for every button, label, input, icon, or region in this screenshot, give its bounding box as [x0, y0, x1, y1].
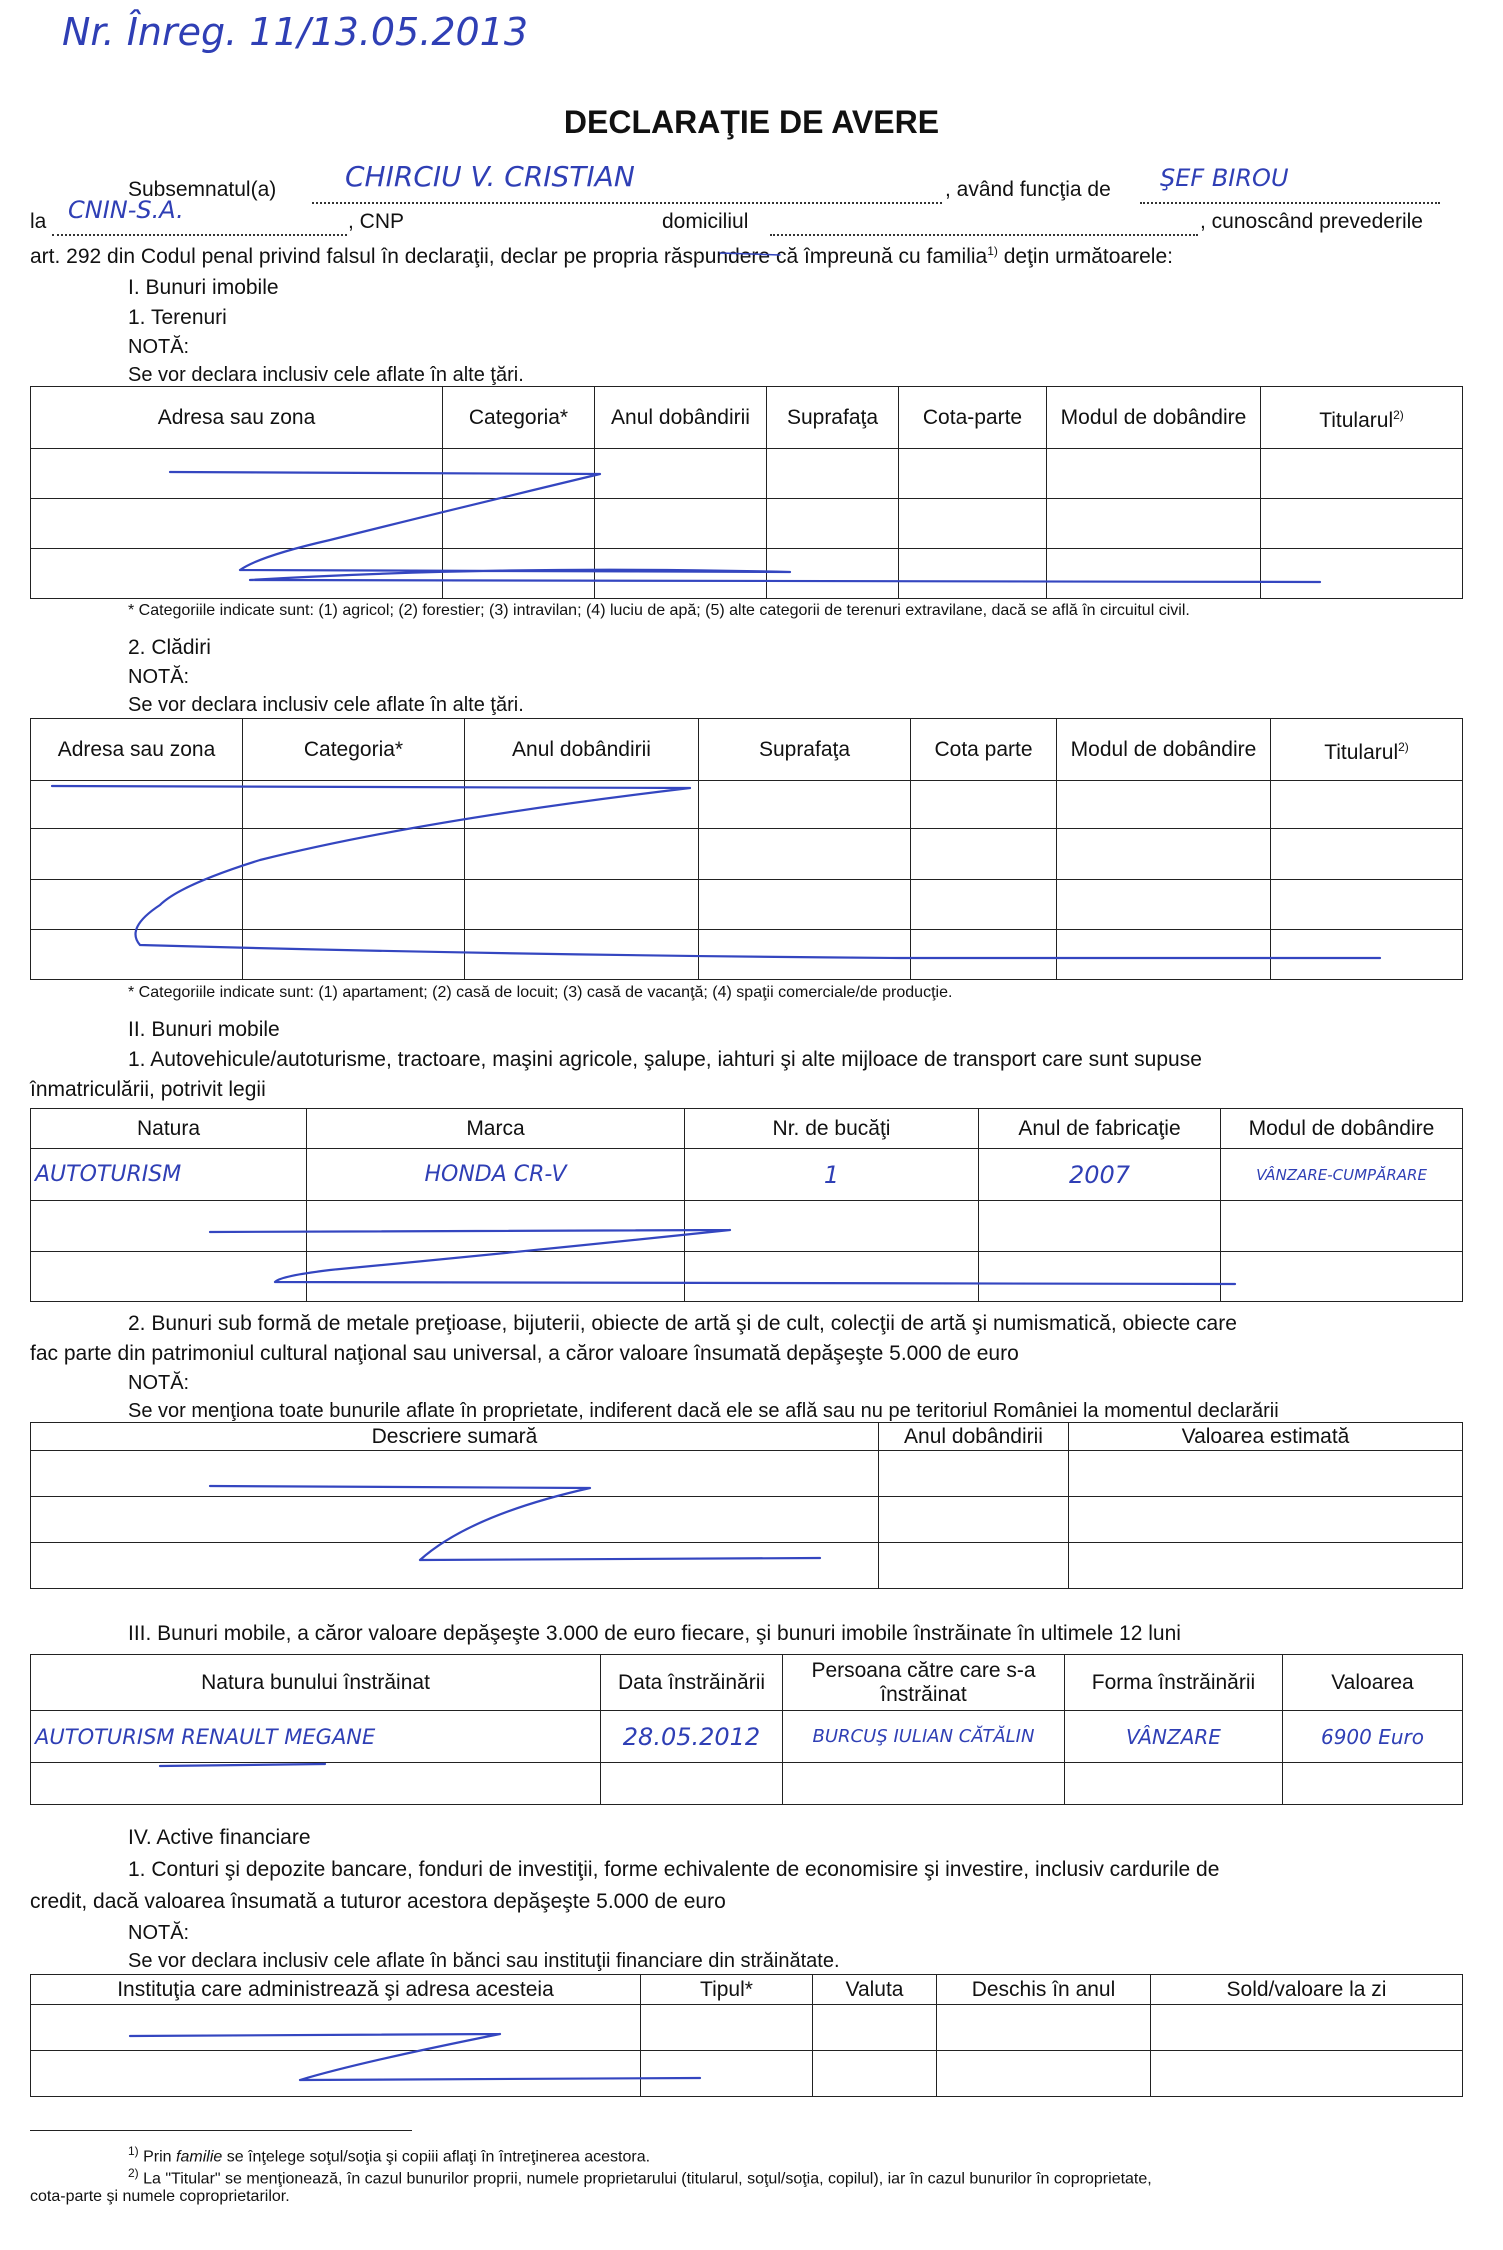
section-1-nota: NOTĂ: — [128, 336, 190, 358]
col-header: Suprafaţa — [699, 719, 911, 781]
strike-mark — [160, 1764, 325, 1766]
section-iv-nota: NOTĂ: — [128, 1922, 190, 1944]
section-2-sub: 2. Clădiri — [128, 636, 211, 659]
col-header: Persoana către care s-a înstrăinat — [783, 1655, 1065, 1711]
alienation-form: VÂNZARE — [1065, 1711, 1283, 1763]
col-header: Modul de dobândire — [1057, 719, 1271, 781]
col-header: Forma înstrăinării — [1065, 1655, 1283, 1711]
alienation-date: 28.05.2012 — [601, 1711, 783, 1763]
declaration-statement: art. 292 din Codul penal privind falsul în declaraţii, declar pe propria răspundere că împreună cu familia$^{1)}$ deţin următoarele: — [30, 244, 1173, 268]
col-header: Adresa sau zona — [31, 387, 443, 449]
section-iv-nota-text: Se vor declara inclusiv cele aflate în bănci sau instituţii financiare din străinătate. — [128, 1950, 840, 1972]
section-ii-sub-b: înmatriculării, potrivit legii — [30, 1078, 266, 1101]
functia-label: , având funcţia de — [945, 178, 1111, 201]
strike-mark — [210, 1230, 1235, 1284]
cnp-label: , CNP — [348, 210, 405, 233]
alienation-value: 6900 Euro — [1283, 1711, 1463, 1763]
section-ii2-sub-a: 2. Bunuri sub formă de metale preţioase, bijuterii, obiecte de artă şi de cult, colecţii de artă şi numismatică, obiecte care — [128, 1312, 1237, 1335]
col-header: Modul de dobândire — [1221, 1109, 1463, 1149]
col-header: Anul dobândirii — [465, 719, 699, 781]
col-header: Anul dobândirii — [879, 1423, 1069, 1451]
section-iii-heading: III. Bunuri mobile, a căror valoare depăşeşte 3.000 de euro fiecare, şi bunuri imobile înstrăinate în ultimele 12 luni — [128, 1622, 1181, 1645]
section-1-heading: I. Bunuri imobile — [128, 276, 279, 299]
col-header: Cota parte — [911, 719, 1057, 781]
col-header: Valoarea estimată — [1069, 1423, 1463, 1451]
col-header: Titularul$^{2)}$ — [1261, 387, 1463, 449]
domiciliul-label: domiciliul — [662, 210, 749, 233]
col-header: Tipul* — [641, 1975, 813, 2005]
subsemnatul-label: Subsemnatul(a) — [128, 178, 277, 201]
col-header: Adresa sau zona — [31, 719, 243, 781]
col-header: Descriere sumară — [31, 1423, 879, 1451]
alienation-recipient: BURCUŞ IULIAN CĂTĂLIN — [783, 1711, 1065, 1763]
col-header: Suprafaţa — [767, 387, 899, 449]
col-header: Valoarea — [1283, 1655, 1463, 1711]
section-2-nota: NOTĂ: — [128, 666, 190, 688]
strike-mark — [210, 1486, 820, 1560]
col-header: Modul de dobândire — [1047, 387, 1261, 449]
section-ii2-nota: NOTĂ: — [128, 1372, 190, 1394]
declarant-name: CHIRCIU V. CRISTIAN — [345, 160, 635, 193]
col-header: Data înstrăinării — [601, 1655, 783, 1711]
strike-mark — [720, 253, 780, 255]
section-1-nota-text: Se vor declara inclusiv cele aflate în alte ţări. — [128, 364, 524, 386]
page-title: DECLARAŢIE DE AVERE — [563, 104, 940, 140]
section-iv-heading: IV. Active financiare — [128, 1826, 311, 1849]
col-header: Cota-parte — [899, 387, 1047, 449]
col-header: Valuta — [813, 1975, 937, 2005]
section-iv-sub-b: credit, dacă valoarea însumată a tuturor acestora depăşeşte 5.000 de euro — [30, 1890, 726, 1913]
col-header: Sold/valoare la zi — [1151, 1975, 1463, 2005]
vehicle-count: 1 — [685, 1149, 979, 1201]
section-ii-heading: II. Bunuri mobile — [128, 1018, 280, 1041]
land-footnote: * Categoriile indicate sunt: (1) agricol; (2) forestier; (3) intravilan; (4) luciu de apă; (5) alte categorii de terenuri extravilane, dacă se află în circuitul civil. — [128, 602, 1190, 619]
strike-mark — [170, 472, 1320, 582]
col-header: Categoria* — [443, 387, 595, 449]
col-header: Anul de fabricaţie — [979, 1109, 1221, 1149]
la-label: la — [30, 210, 47, 233]
strike-mark — [130, 2034, 700, 2080]
section-iv-sub-a: 1. Conturi şi depozite bancare, fonduri de investiţii, forme echivalente de economisire şi investire, inclusiv cardurile de — [128, 1858, 1220, 1881]
col-header: Marca — [307, 1109, 685, 1149]
declarant-function: ŞEF BIROU — [1160, 164, 1289, 192]
col-header: Nr. de bucăţi — [685, 1109, 979, 1149]
cunoscand-label: , cunoscând prevederile — [1200, 210, 1423, 233]
registration-stamp: Nr. Înreg. 11/13.05.2013 — [62, 10, 529, 54]
vehicle-nature: AUTOTURISM — [31, 1149, 307, 1201]
col-header: Categoria* — [243, 719, 465, 781]
footnote-1: $^{1)}$ Prin familie se înţelege soţul/soţia şi copiii aflaţi în întreţinerea acestora. — [128, 2144, 651, 2166]
footnote-2-cont: cota-parte şi numele coproprietarilor. — [30, 2188, 290, 2205]
col-header: Natura — [31, 1109, 307, 1149]
section-ii2-sub-b: fac parte din patrimoniul cultural naţional sau universal, a căror valoare însumată depăşeşte 5.000 de euro — [30, 1342, 1019, 1365]
strike-mark — [52, 786, 1380, 958]
vehicle-brand: HONDA CR-V — [307, 1149, 685, 1201]
section-ii2-nota-text: Se vor menţiona toate bunurile aflate în proprietate, indiferent dacă ele se află sau nu pe teritoriul României la momentul declarării — [128, 1400, 1279, 1422]
section-1-sub1: 1. Terenuri — [128, 306, 227, 329]
col-header: Anul dobândirii — [595, 387, 767, 449]
alienated-good: AUTOTURISM RENAULT MEGANE — [31, 1711, 601, 1763]
vehicle-acquisition: VÂNZARE-CUMPĂRARE — [1221, 1149, 1463, 1201]
vehicle-year: 2007 — [979, 1149, 1221, 1201]
footnote-2: $^{2)}$ La "Titular" se menţionează, în cazul bunurilor proprii, numele proprietarului (titularul, soţul/soţia, copilul), iar în cazul bunurilor în coproprietate, — [128, 2166, 1152, 2188]
buildings-footnote: * Categoriile indicate sunt: (1) apartament; (2) casă de locuit; (3) casă de vacanţă; (4) spaţii comerciale/de producţie. — [128, 984, 953, 1001]
col-header: Titularul$^{2)}$ — [1271, 719, 1463, 781]
col-header: Natura bunului înstrăinat — [31, 1655, 601, 1711]
col-header: Deschis în anul — [937, 1975, 1151, 2005]
col-header: Instituţia care administrează şi adresa acesteia — [31, 1975, 641, 2005]
institution: CNIN-S.A. — [68, 196, 184, 224]
section-2-nota-text: Se vor declara inclusiv cele aflate în alte ţări. — [128, 694, 524, 716]
section-ii-sub-a: 1. Autovehicule/autoturisme, tractoare, maşini agricole, şalupe, iahturi şi alte mijloace de transport care sunt supuse — [128, 1048, 1202, 1071]
